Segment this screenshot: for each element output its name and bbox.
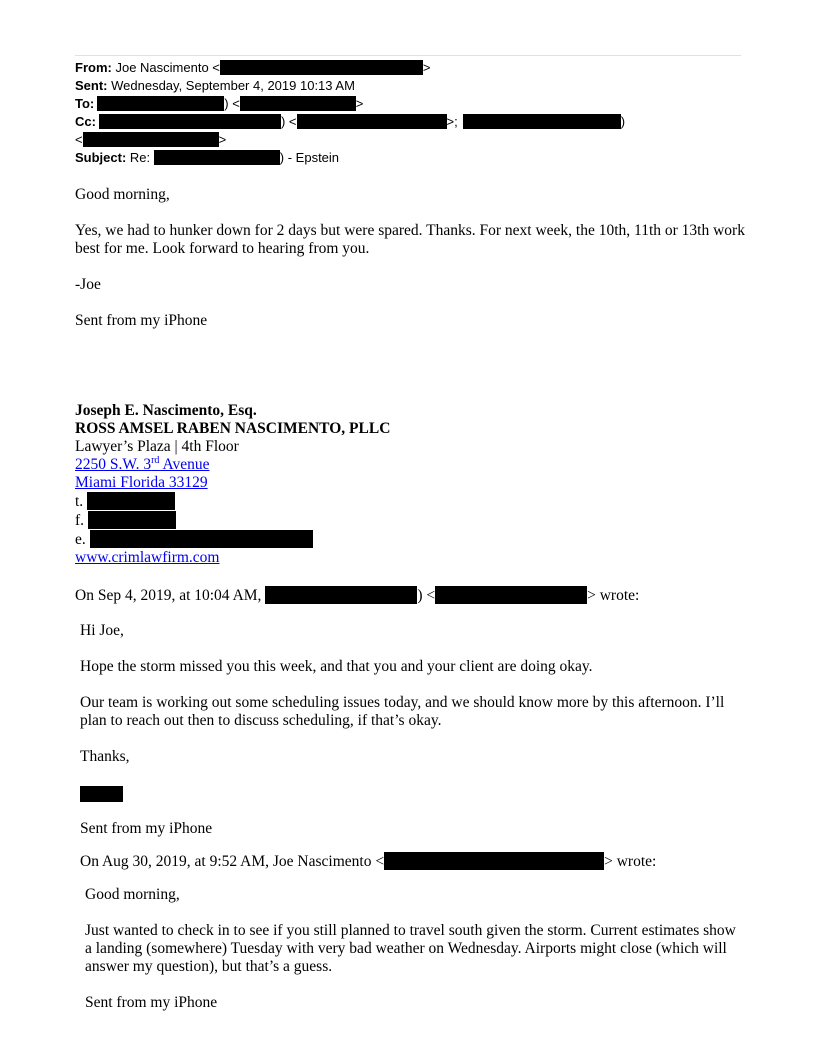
sent-label: Sent: (75, 78, 108, 93)
subject-label: Subject: (75, 150, 127, 165)
fax-line: f. (75, 511, 575, 530)
quote1-greeting: Hi Joe, (80, 622, 124, 639)
redaction (87, 492, 175, 510)
email-line: e. (75, 530, 575, 549)
quote2-greeting: Good morning, (85, 886, 180, 903)
redaction (463, 114, 621, 129)
redaction (220, 60, 423, 75)
address-link[interactable]: 2250 S.W. 3rd Avenue (75, 455, 210, 473)
signature-block (75, 402, 575, 567)
quote1-p2: Our team is working out some scheduling issues today, and we should know more by this afternoon. I’ll plan to reach out then to discuss scheduling, if that’s okay. (80, 694, 725, 729)
redaction (83, 132, 219, 147)
signature-building: Lawyer’s Plaza | 4th Floor (75, 438, 239, 455)
to-label: To: (75, 96, 95, 111)
redaction (97, 96, 224, 111)
quote2-body (85, 886, 745, 1012)
from-name: Joe Nascimento < (115, 60, 220, 75)
quote2-text: Just wanted to check in to see if you still planned to travel south given the storm. Current estimates show a landing (somewhere) Tuesday with very bad weather on Wednesday. Airports might close (which will answer my question), but that’s a guess. (85, 922, 736, 975)
redaction (154, 150, 280, 165)
message-body (75, 186, 745, 330)
greeting: Good morning, (75, 186, 170, 203)
quote2-intro: On Aug 30, 2019, at 9:52 AM, Joe Nascimento < > wrote: (80, 853, 657, 870)
redaction (240, 96, 356, 111)
email-header (75, 59, 755, 167)
subject-suffix: ) - Epstein (279, 150, 340, 165)
quote1-thanks: Thanks, (80, 748, 130, 765)
redaction (90, 530, 313, 548)
website-link[interactable]: www.crimlawfirm.com (75, 549, 220, 566)
phone-line: t. (75, 492, 575, 511)
redaction (435, 586, 587, 604)
sent-from-device: Sent from my iPhone (75, 312, 208, 329)
signature-redaction (80, 786, 123, 802)
redaction (88, 511, 176, 529)
city-link[interactable]: Miami Florida 33129 (75, 474, 208, 491)
signature-name: Joseph E. Nascimento, Esq. (75, 402, 257, 419)
message-text: Yes, we had to hunker down for 2 days but were spared. Thanks. For next week, the 10th, 11th or 13th work best for me. Look forward to hearing from you. (75, 222, 745, 257)
header-divider (75, 55, 741, 56)
redaction (297, 114, 447, 129)
subject-line: Subject: Re: ) - Epstein (75, 150, 340, 165)
signature-firm: ROSS AMSEL RABEN NASCIMENTO, PLLC (75, 420, 391, 437)
sent-value: Wednesday, September 4, 2019 10:13 AM (111, 78, 355, 93)
cc-line-2: < > (75, 132, 227, 147)
closing: -Joe (75, 276, 101, 293)
redaction (99, 114, 281, 129)
cc-line: Cc: ) < >; ) (75, 114, 626, 129)
from-label: From: (75, 60, 112, 75)
quote1-p1: Hope the storm missed you this week, and that you and your client are doing okay. (80, 658, 593, 675)
redaction (265, 586, 417, 604)
quote1-intro: On Sep 4, 2019, at 10:04 AM, ) < > wrote: (75, 587, 640, 604)
quote1-device: Sent from my iPhone (80, 820, 213, 837)
redaction (384, 852, 604, 870)
sent-line (75, 77, 755, 95)
cc-label: Cc: (75, 114, 96, 129)
quote2-device: Sent from my iPhone (85, 994, 218, 1011)
from-line: From: Joe Nascimento < > (75, 60, 431, 75)
quote1-body (80, 622, 745, 838)
to-line: To: ) < > (75, 96, 364, 111)
